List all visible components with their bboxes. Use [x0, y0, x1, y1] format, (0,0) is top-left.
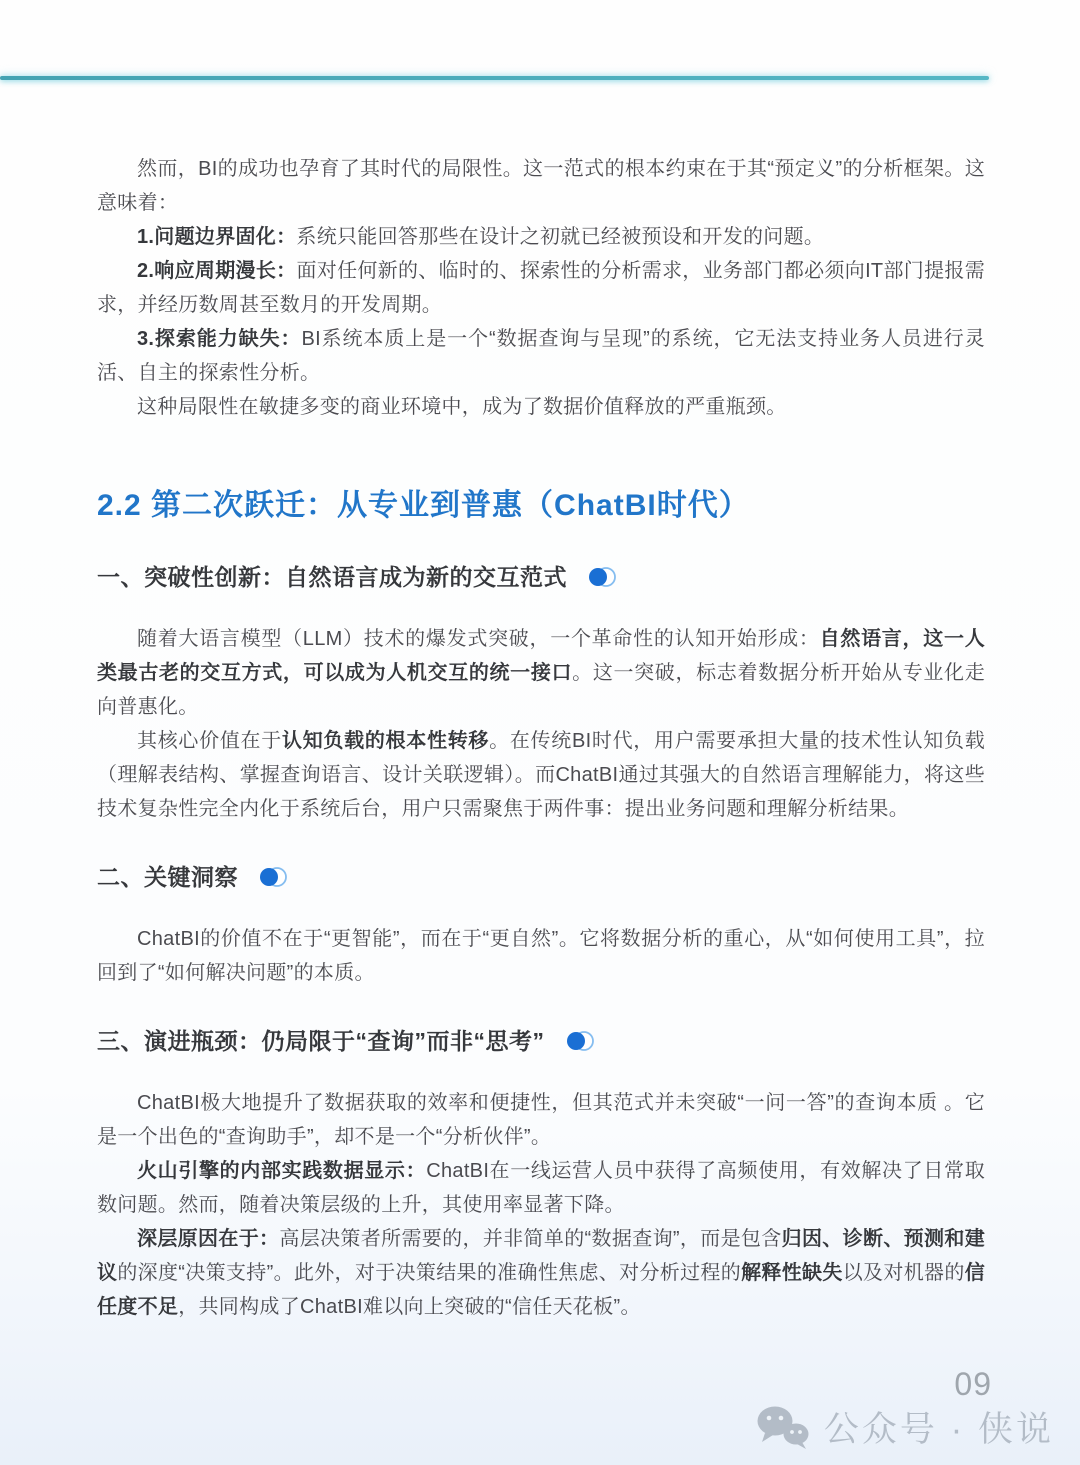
paragraph [97, 322, 985, 390]
text-run: 这种局限性在敏捷多变的商业环境中，成为了数据价值释放的严重瓶颈。 [137, 396, 787, 418]
text-run: BI系统本质上是一个“数据查询与呈现”的系统，它无法支持业务人员进行灵活、自主的探索性分析。 [97, 328, 985, 384]
bold-text-run: 认知负载的根本性转移 [282, 730, 490, 752]
subsection-paragraphs [97, 922, 985, 990]
page-number: 09 [954, 1366, 992, 1402]
text-run: 以及对机器的 [842, 1262, 965, 1284]
paragraph [97, 1086, 985, 1154]
bold-text-run: 信任度不足 [97, 1262, 985, 1318]
venn-toggle-icon [563, 1028, 597, 1054]
subsection-paragraphs [97, 1086, 985, 1324]
bold-text-run: 1.问题边界固化： [137, 226, 297, 248]
document-body [97, 0, 985, 1324]
subsections [97, 562, 985, 1324]
text-run: ChatBI极大地提升了数据获取的效率和便捷性，但其范式并未突破“一问一答”的查询本质 。它是一个出色的“查询助手”，却不是一个“分析伙伴”。 [97, 1092, 985, 1148]
paragraph [97, 724, 985, 826]
text-run: 然而，BI的成功也孕育了其时代的局限性。这一范式的根本约束在于其“预定义”的分析框架。这意味着： [97, 158, 985, 214]
bold-text-run: 火山引擎的内部实践数据显示： [137, 1160, 427, 1182]
text-run: ChatBI的价值不在于“更智能”，而在于“更自然”。它将数据分析的重心，从“如何使用工具”，拉回到了“如何解决问题”的本质。 [97, 928, 985, 984]
venn-toggle-icon [585, 564, 619, 590]
paragraph [97, 220, 985, 254]
text-run: 面对任何新的、临时的、探索性的分析需求，业务部门都必须向IT部门提报需求，并经历数周甚至数月的开发周期。 [97, 260, 985, 316]
venn-toggle-icon [256, 864, 290, 890]
bold-text-run: 3.探索能力缺失： [137, 328, 302, 350]
text-run: 系统只能回答那些在设计之初就已经被预设和开发的问题。 [296, 226, 825, 248]
bold-text-run: 自然语言，这一人类最古老的交互方式，可以成为人机交互的统一接口 [97, 628, 985, 684]
paragraph [97, 254, 985, 322]
subsection-paragraphs [97, 622, 985, 826]
watermark [754, 1402, 1054, 1452]
section-title: 2.2 第二次跃迁：从专业到普惠（ChatBI时代） [97, 489, 750, 522]
bold-text-run: 2.响应周期漫长： [137, 260, 297, 282]
subsection-heading-text: 一、突破性创新：自然语言成为新的交互范式 [97, 564, 567, 590]
subsection-heading-2 [97, 862, 985, 892]
paragraph [97, 152, 985, 220]
text-run: 的深度“决策支持”。此外，对于决策结果的准确性焦虑、对分析过程的 [117, 1262, 742, 1284]
subsection-heading-1 [97, 562, 985, 592]
text-run: 随着大语言模型（LLM）技术的爆发式突破，一个革命性的认知开始形成： [137, 628, 820, 650]
bold-text-run: 深层原因在于： [137, 1228, 280, 1250]
text-run: ChatBI在一线运营人员中获得了高频使用，有效解决了日常取数问题。然而，随着决策层级的上升，其使用率显著下降。 [97, 1160, 985, 1216]
text-run: 。在传统BI时代，用户需要承担大量的技术性认知负载（理解表结构、掌握查询语言、设计关联逻辑）。而ChatBI通过其强大的自然语言理解能力，将这些技术复杂性完全内化于系统后台，用户只需聚焦于两件事：提出业务问题和理解分析结果。 [97, 730, 985, 820]
subsection-heading-text: 三、演进瓶颈：仍局限于“查询”而非“思考” [97, 1028, 545, 1054]
text-run: ，共同构成了ChatBI难以向上突破的“信任天花板”。 [178, 1296, 641, 1318]
subsection-heading-3 [97, 1026, 985, 1056]
paragraph [97, 1222, 985, 1324]
bold-text-run: 归因、诊断、预测和建议 [97, 1228, 986, 1284]
text-run: 其核心价值在于 [137, 730, 282, 752]
subsection-heading-text: 二、关键洞察 [97, 864, 238, 890]
text-run: 。这一突破，标志着数据分析开始从专业化走向普惠化。 [97, 662, 985, 718]
intro-paragraphs [97, 152, 985, 424]
wechat-icon [754, 1404, 812, 1450]
paragraph [97, 922, 985, 990]
paragraph [97, 622, 985, 724]
bold-text-run: 解释性缺失 [741, 1262, 843, 1284]
watermark-text: 公众号 · 侠说 [823, 1410, 1054, 1449]
paragraph [97, 1154, 985, 1222]
paragraph [97, 390, 985, 424]
text-run: 高层决策者所需要的，并非简单的“数据查询”，而是包含 [279, 1228, 782, 1250]
